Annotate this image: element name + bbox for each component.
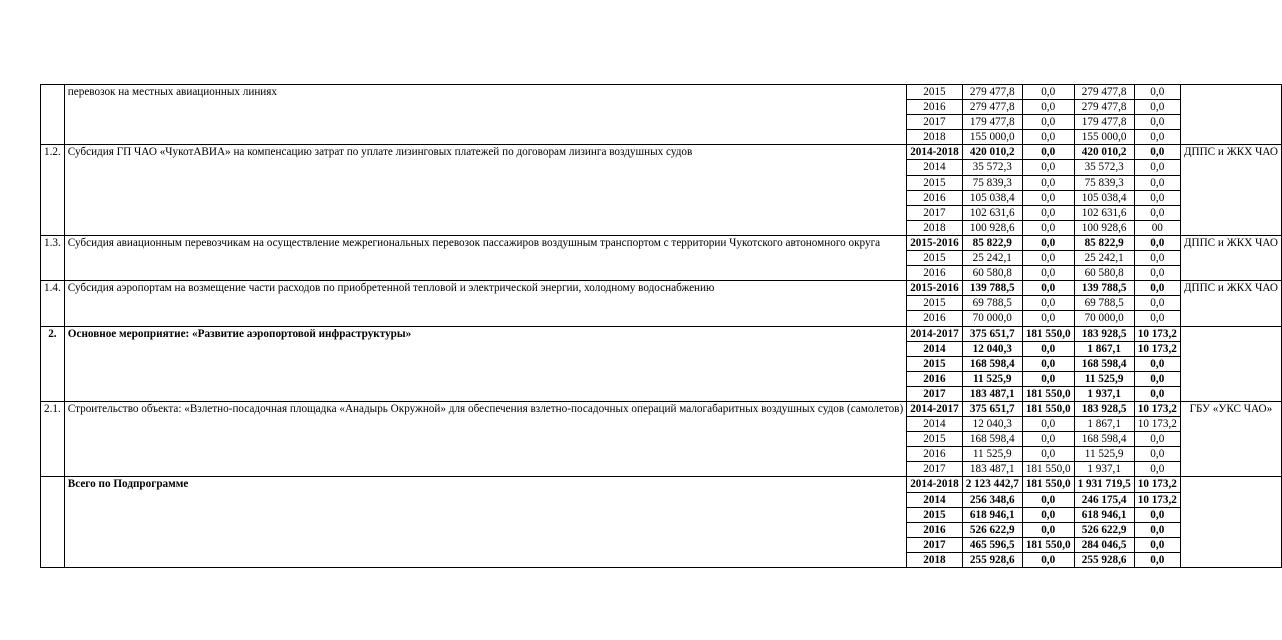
year-cell: 2018 <box>907 130 962 145</box>
amount-cell: 0,0 <box>1022 356 1074 371</box>
amount-cell: 60 580,8 <box>962 266 1022 281</box>
amount-cell: 155 000,0 <box>1074 130 1134 145</box>
amount-cell: 0,0 <box>1134 130 1180 145</box>
year-cell: 2015-2016 <box>907 235 962 250</box>
year-cell: 2015 <box>907 296 962 311</box>
amount-cell: 0,0 <box>1134 522 1180 537</box>
amount-cell: 35 572,3 <box>962 160 1022 175</box>
amount-cell: 181 550,0 <box>1022 477 1074 492</box>
amount-cell: 105 038,4 <box>962 190 1022 205</box>
amount-cell: 12 040,3 <box>962 417 1022 432</box>
amount-cell: 0,0 <box>1022 235 1074 250</box>
amount-cell: 102 631,6 <box>962 205 1022 220</box>
amount-cell: 0,0 <box>1134 462 1180 477</box>
total-label: Всего по Подпрограмме <box>64 477 906 568</box>
year-cell: 2016 <box>907 371 962 386</box>
amount-cell: 85 822,9 <box>962 235 1022 250</box>
amount-cell: 0,0 <box>1134 537 1180 552</box>
amount-cell: 25 242,1 <box>1074 251 1134 266</box>
amount-cell: 0,0 <box>1022 85 1074 100</box>
amount-cell: 279 477,8 <box>962 85 1022 100</box>
amount-cell: 168 598,4 <box>1074 432 1134 447</box>
amount-cell: 465 596,5 <box>962 537 1022 552</box>
amount-cell: 0,0 <box>1022 160 1074 175</box>
executor-cell: ГБУ «УКС ЧАО» <box>1180 401 1281 476</box>
amount-cell: 0,0 <box>1022 145 1074 160</box>
table-row <box>41 477 1282 492</box>
amount-cell: 1 867,1 <box>1074 417 1134 432</box>
year-cell: 2015-2016 <box>907 281 962 296</box>
amount-cell: 420 010,2 <box>1074 145 1134 160</box>
amount-cell: 279 477,8 <box>1074 100 1134 115</box>
executor-cell: ДППС и ЖКХ ЧАО <box>1180 145 1281 236</box>
amount-cell: 75 839,3 <box>962 175 1022 190</box>
amount-cell: 139 788,5 <box>1074 281 1134 296</box>
amount-cell: 0,0 <box>1022 296 1074 311</box>
year-cell: 2015 <box>907 85 962 100</box>
amount-cell: 0,0 <box>1134 85 1180 100</box>
year-cell: 2015 <box>907 175 962 190</box>
amount-cell: 179 477,8 <box>1074 115 1134 130</box>
year-cell: 2016 <box>907 100 962 115</box>
amount-cell: 2 123 442,7 <box>962 477 1022 492</box>
amount-cell: 0,0 <box>1134 115 1180 130</box>
amount-cell: 100 928,6 <box>1074 220 1134 235</box>
item-number: 2.1. <box>41 401 65 476</box>
amount-cell: 35 572,3 <box>1074 160 1134 175</box>
amount-cell: 0,0 <box>1134 356 1180 371</box>
executor-cell: ДППС и ЖКХ ЧАО <box>1180 281 1281 326</box>
amount-cell: 1 931 719,5 <box>1074 477 1134 492</box>
year-cell: 2014-2017 <box>907 326 962 341</box>
year-cell: 2016 <box>907 522 962 537</box>
amount-cell: 69 788,5 <box>962 296 1022 311</box>
amount-cell: 0,0 <box>1022 220 1074 235</box>
amount-cell: 1 867,1 <box>1074 341 1134 356</box>
item-number: 1.2. <box>41 145 65 236</box>
amount-cell: 181 550,0 <box>1022 401 1074 416</box>
item-description: Субсидия ГП ЧАО «ЧукотАВИА» на компенсацию затрат по уплате лизинговых платежей по договорам лизинга воздушных судов <box>64 145 906 236</box>
year-cell: 2016 <box>907 190 962 205</box>
year-cell: 2014 <box>907 417 962 432</box>
amount-cell: 0,0 <box>1022 175 1074 190</box>
amount-cell: 105 038,4 <box>1074 190 1134 205</box>
year-cell: 2015 <box>907 507 962 522</box>
amount-cell: 181 550,0 <box>1022 537 1074 552</box>
year-cell: 2017 <box>907 386 962 401</box>
amount-cell: 375 651,7 <box>962 401 1022 416</box>
year-cell: 2014 <box>907 341 962 356</box>
year-cell: 2016 <box>907 311 962 326</box>
amount-cell: 11 525,9 <box>1074 447 1134 462</box>
year-cell: 2014-2018 <box>907 477 962 492</box>
amount-cell: 255 928,6 <box>962 552 1022 567</box>
amount-cell: 0,0 <box>1134 100 1180 115</box>
year-cell: 2018 <box>907 552 962 567</box>
table-row <box>41 326 1282 341</box>
amount-cell: 10 173,2 <box>1134 326 1180 341</box>
amount-cell: 0,0 <box>1022 281 1074 296</box>
amount-cell: 12 040,3 <box>962 341 1022 356</box>
amount-cell: 0,0 <box>1022 371 1074 386</box>
year-cell: 2015 <box>907 251 962 266</box>
amount-cell: 00 <box>1134 220 1180 235</box>
subprogram-funding-table <box>40 84 1282 568</box>
amount-cell: 1 937,1 <box>1074 386 1134 401</box>
amount-cell: 526 622,9 <box>1074 522 1134 537</box>
amount-cell: 0,0 <box>1134 281 1180 296</box>
amount-cell: 256 348,6 <box>962 492 1022 507</box>
amount-cell: 139 788,5 <box>962 281 1022 296</box>
amount-cell: 0,0 <box>1022 130 1074 145</box>
amount-cell: 0,0 <box>1134 447 1180 462</box>
amount-cell: 0,0 <box>1022 115 1074 130</box>
year-cell: 2017 <box>907 115 962 130</box>
amount-cell: 0,0 <box>1022 100 1074 115</box>
amount-cell: 0,0 <box>1134 145 1180 160</box>
amount-cell: 0,0 <box>1022 417 1074 432</box>
year-cell: 2017 <box>907 537 962 552</box>
item-number <box>41 477 65 568</box>
amount-cell: 181 550,0 <box>1022 326 1074 341</box>
amount-cell: 10 173,2 <box>1134 417 1180 432</box>
amount-cell: 0,0 <box>1134 296 1180 311</box>
amount-cell: 0,0 <box>1134 190 1180 205</box>
amount-cell: 0,0 <box>1134 507 1180 522</box>
amount-cell: 10 173,2 <box>1134 341 1180 356</box>
amount-cell: 0,0 <box>1134 311 1180 326</box>
item-description: Строительство объекта: «Взлетно-посадочная площадка «Анадырь Окружной» для обеспечения взлетно-посадочных операций малогабаритных воздушных судов (самолетов) <box>64 401 906 476</box>
amount-cell: 70 000,0 <box>1074 311 1134 326</box>
amount-cell: 279 477,8 <box>962 100 1022 115</box>
amount-cell: 10 173,2 <box>1134 401 1180 416</box>
table-row <box>41 401 1282 416</box>
amount-cell: 279 477,8 <box>1074 85 1134 100</box>
amount-cell: 375 651,7 <box>962 326 1022 341</box>
amount-cell: 1 937,1 <box>1074 462 1134 477</box>
amount-cell: 0,0 <box>1134 432 1180 447</box>
amount-cell: 181 550,0 <box>1022 386 1074 401</box>
amount-cell: 246 175,4 <box>1074 492 1134 507</box>
amount-cell: 0,0 <box>1134 205 1180 220</box>
item-description: Субсидия авиационным перевозчикам на осуществление межрегиональных перевозок пассажиров воздушным транспортом с территории Чукотского автономного округа <box>64 235 906 280</box>
amount-cell: 0,0 <box>1022 251 1074 266</box>
amount-cell: 70 000,0 <box>962 311 1022 326</box>
amount-cell: 618 946,1 <box>962 507 1022 522</box>
amount-cell: 183 487,1 <box>962 462 1022 477</box>
amount-cell: 0,0 <box>1134 552 1180 567</box>
amount-cell: 168 598,4 <box>1074 356 1134 371</box>
amount-cell: 0,0 <box>1022 266 1074 281</box>
amount-cell: 420 010,2 <box>962 145 1022 160</box>
amount-cell: 75 839,3 <box>1074 175 1134 190</box>
amount-cell: 0,0 <box>1134 266 1180 281</box>
year-cell: 2014-2017 <box>907 401 962 416</box>
year-cell: 2015 <box>907 432 962 447</box>
amount-cell: 183 928,5 <box>1074 326 1134 341</box>
executor-cell <box>1180 85 1281 145</box>
amount-cell: 0,0 <box>1022 190 1074 205</box>
amount-cell: 181 550,0 <box>1022 462 1074 477</box>
amount-cell: 10 173,2 <box>1134 492 1180 507</box>
amount-cell: 11 525,9 <box>1074 371 1134 386</box>
table-row <box>41 281 1282 296</box>
year-cell: 2018 <box>907 220 962 235</box>
executor-cell: ДППС и ЖКХ ЧАО <box>1180 235 1281 280</box>
year-cell: 2016 <box>907 447 962 462</box>
amount-cell: 0,0 <box>1134 175 1180 190</box>
amount-cell: 168 598,4 <box>962 356 1022 371</box>
amount-cell: 255 928,6 <box>1074 552 1134 567</box>
amount-cell: 0,0 <box>1134 235 1180 250</box>
amount-cell: 100 928,6 <box>962 220 1022 235</box>
amount-cell: 183 928,5 <box>1074 401 1134 416</box>
year-cell: 2014 <box>907 492 962 507</box>
year-cell: 2017 <box>907 462 962 477</box>
amount-cell: 0,0 <box>1022 492 1074 507</box>
table-row <box>41 235 1282 250</box>
amount-cell: 69 788,5 <box>1074 296 1134 311</box>
year-cell: 2017 <box>907 205 962 220</box>
amount-cell: 155 000,0 <box>962 130 1022 145</box>
item-description: Основное мероприятие: «Развитие аэропортовой инфраструктуры» <box>64 326 906 401</box>
item-number: 1.4. <box>41 281 65 326</box>
amount-cell: 284 046,5 <box>1074 537 1134 552</box>
amount-cell: 0,0 <box>1134 386 1180 401</box>
year-cell: 2015 <box>907 356 962 371</box>
year-cell: 2014-2018 <box>907 145 962 160</box>
amount-cell: 0,0 <box>1022 522 1074 537</box>
executor-cell <box>1180 477 1281 568</box>
item-number: 1.3. <box>41 235 65 280</box>
amount-cell: 85 822,9 <box>1074 235 1134 250</box>
amount-cell: 25 242,1 <box>962 251 1022 266</box>
amount-cell: 526 622,9 <box>962 522 1022 537</box>
amount-cell: 0,0 <box>1134 251 1180 266</box>
amount-cell: 168 598,4 <box>962 432 1022 447</box>
year-cell: 2016 <box>907 266 962 281</box>
amount-cell: 11 525,9 <box>962 447 1022 462</box>
item-description: перевозок на местных авиационных линиях <box>64 85 906 145</box>
amount-cell: 0,0 <box>1022 432 1074 447</box>
amount-cell: 0,0 <box>1022 507 1074 522</box>
table-row <box>41 145 1282 160</box>
amount-cell: 0,0 <box>1022 205 1074 220</box>
amount-cell: 0,0 <box>1134 371 1180 386</box>
amount-cell: 0,0 <box>1022 311 1074 326</box>
table-body <box>41 85 1282 568</box>
amount-cell: 0,0 <box>1022 447 1074 462</box>
amount-cell: 618 946,1 <box>1074 507 1134 522</box>
amount-cell: 10 173,2 <box>1134 477 1180 492</box>
item-number <box>41 85 65 145</box>
executor-cell <box>1180 326 1281 401</box>
amount-cell: 11 525,9 <box>962 371 1022 386</box>
amount-cell: 0,0 <box>1022 341 1074 356</box>
amount-cell: 0,0 <box>1022 552 1074 567</box>
amount-cell: 0,0 <box>1134 160 1180 175</box>
table-row <box>41 85 1282 100</box>
year-cell: 2014 <box>907 160 962 175</box>
amount-cell: 60 580,8 <box>1074 266 1134 281</box>
amount-cell: 102 631,6 <box>1074 205 1134 220</box>
item-description: Субсидия аэропортам на возмещение части расходов по приобретенной тепловой и электрической энергии, холодному водоснабжению <box>64 281 906 326</box>
amount-cell: 179 477,8 <box>962 115 1022 130</box>
item-number: 2. <box>41 326 65 401</box>
amount-cell: 183 487,1 <box>962 386 1022 401</box>
